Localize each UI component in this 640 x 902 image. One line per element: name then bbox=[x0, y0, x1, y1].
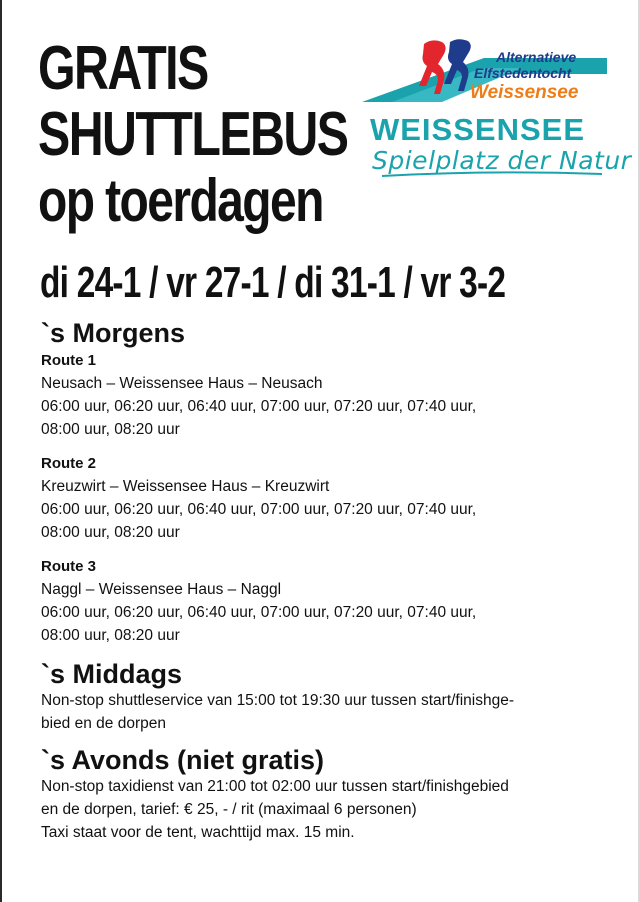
route-title: Route 3 bbox=[41, 558, 97, 575]
logo-text-alternatieve: Alternatieve bbox=[496, 49, 577, 65]
route-times: 06:00 uur, 06:20 uur, 06:40 uur, 07:00 uur, 07:20 uur, 07:40 uur, bbox=[41, 501, 477, 518]
headline-line-3: op toerdagen bbox=[38, 167, 323, 234]
route-times: 08:00 uur, 08:20 uur bbox=[41, 524, 180, 541]
section-title-evening: `s Avonds (niet gratis) bbox=[41, 745, 325, 775]
route-path: Kreuzwirt – Weissensee Haus – Kreuzwirt bbox=[41, 478, 330, 495]
schedule-content bbox=[41, 318, 611, 844]
left-border bbox=[0, 0, 2, 902]
evening-text: en de dorpen, tarief: € 25, - / rit (maximaal 6 personen) bbox=[41, 801, 417, 818]
afternoon-text: Non-stop shuttleservice van 15:00 tot 19:30 uur tussen start/finishge- bbox=[41, 692, 515, 709]
tour-dates: di 24-1 / vr 27-1 / di 31-1 / vr 3-2 bbox=[40, 258, 506, 307]
headline-line-2: SHUTTLEBUS bbox=[38, 100, 348, 169]
section-title-afternoon: `s Middags bbox=[41, 659, 183, 689]
route-path: Neusach – Weissensee Haus – Neusach bbox=[41, 375, 323, 392]
logo-text-elfstedentocht: Elfstedentocht bbox=[474, 65, 572, 81]
logo-title: WEISSENSEE bbox=[370, 112, 585, 147]
logo-subtitle: Spielplatz der Natur bbox=[372, 146, 632, 175]
route-title: Route 2 bbox=[41, 455, 97, 472]
route-path: Naggl – Weissensee Haus – Naggl bbox=[41, 581, 282, 598]
evening-text: Non-stop taxidienst van 21:00 tot 02:00 uur tussen start/finishgebied bbox=[41, 778, 509, 795]
evening-text: Taxi staat voor de tent, wachttijd max. 15 min. bbox=[41, 824, 355, 841]
route-times: 06:00 uur, 06:20 uur, 06:40 uur, 07:00 uur, 07:20 uur, 07:40 uur, bbox=[41, 398, 477, 415]
route-block bbox=[41, 350, 611, 441]
route-block bbox=[41, 556, 611, 647]
afternoon-text: bied en de dorpen bbox=[41, 715, 166, 732]
section-title-morning: `s Morgens bbox=[41, 318, 186, 348]
logo-text-weissensee: Weissensee bbox=[470, 82, 579, 103]
route-times: 08:00 uur, 08:20 uur bbox=[41, 421, 180, 438]
route-title: Route 1 bbox=[41, 352, 97, 369]
headline-line-1: GRATIS bbox=[38, 34, 208, 103]
route-times: 08:00 uur, 08:20 uur bbox=[41, 627, 180, 644]
route-block bbox=[41, 453, 611, 544]
route-times: 06:00 uur, 06:20 uur, 06:40 uur, 07:00 uur, 07:20 uur, 07:40 uur, bbox=[41, 604, 477, 621]
